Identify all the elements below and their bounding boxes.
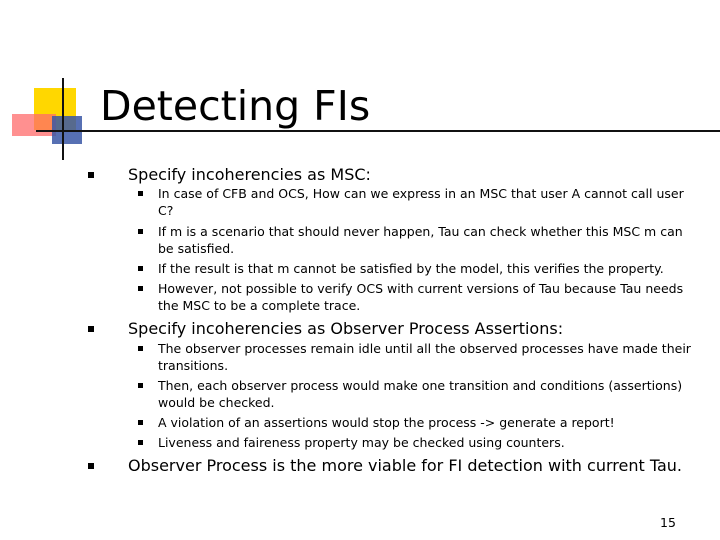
slide-title: Detecting FIs [100,82,371,130]
square-bullet-icon [138,383,143,388]
section2-line: Then, each observer process would make one transition and conditions (assertions) [158,378,683,393]
square-bullet-icon [138,191,143,196]
section1-line: If m is a scenario that should never happen, Tau can check whether this MSC m can [158,224,683,239]
square-bullet-icon [138,440,143,445]
section1-line: If the result is that m cannot be satisfied by the model, this verifies the property. [158,261,664,276]
section2-heading: Specify incoherencies as Observer Process Assertions: [128,319,564,338]
square-bullet-icon [138,420,143,425]
square-bullet-icon [88,326,94,332]
section1-heading: Specify incoherencies as MSC: [128,165,371,184]
decor-vertical-line [62,78,64,160]
section1-line: In case of CFB and OCS, How can we express in an MSC that user A cannot call user [158,186,684,201]
section2-line: would be checked. [158,395,275,410]
section3-heading: Observer Process is the more viable for FI detection with current Tau. [128,456,682,475]
square-bullet-icon [138,229,143,234]
section1-line: However, not possible to verify OCS with current versions of Tau because Tau needs [158,281,684,296]
section2-line: A violation of an assertions would stop the process -> generate a report! [158,415,615,430]
section2-line: Liveness and faireness property may be checked using counters. [158,435,565,450]
square-bullet-icon [138,266,143,271]
square-bullet-icon [138,346,143,351]
section1-line: be satisfied. [158,241,235,256]
square-bullet-icon [88,172,94,178]
decor-red-bar [12,114,56,136]
square-bullet-icon [138,286,143,291]
section2-line: transitions. [158,358,229,373]
page-number: 15 [660,515,676,530]
square-bullet-icon [88,463,94,469]
section2-line: The observer processes remain idle until all the observed processes have made their [158,341,691,356]
title-underline [36,130,720,132]
section1-line: the MSC to be a complete trace. [158,298,361,313]
section1-line: C? [158,203,174,218]
